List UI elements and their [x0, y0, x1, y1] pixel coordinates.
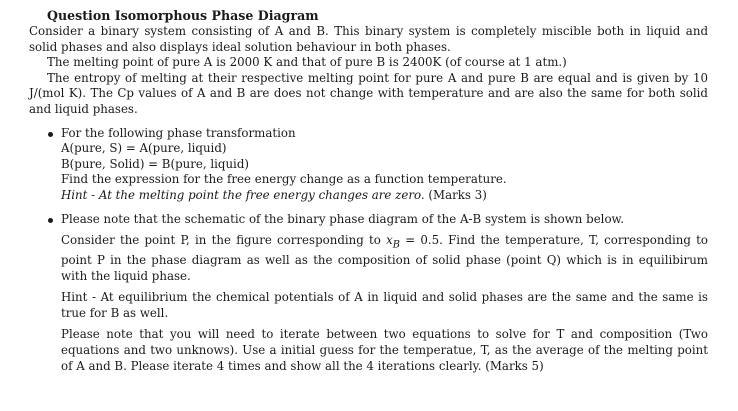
bullet2-hint: Hint - At equilibrium the chemical potentials of A in liquid and solid phases are the same and the same is true for B as well.: [61, 290, 708, 320]
intro-paragraph-1: Consider a binary system consisting of A and B. This binary system is completely miscible both in liquid and solid phases and also displays ideal solution behaviour in both phases.: [29, 24, 708, 54]
question-title: Question Isomorphous Phase Diagram: [47, 8, 319, 23]
intro-paragraph-2: The melting point of pure A is 2000 K and that of pure B is 2400K (of course at 1 atm.): [47, 55, 567, 70]
bullet1-equation-a: A(pure, S) = A(pure, liquid): [61, 141, 227, 156]
bullet-phase-diagram: [29, 212, 708, 375]
bullet1-hint: Hint - At the melting point the free energy changes are zero.: [61, 187, 425, 202]
bullet-dot-icon: [48, 132, 53, 137]
bullet1-hint-line: [61, 188, 708, 204]
var-subscript: B: [392, 239, 401, 251]
bullet1-marks: (Marks 3): [428, 187, 487, 202]
bullet1-lead: For the following phase transformation: [61, 125, 296, 140]
bullet1-equation-b: B(pure, Solid) = B(pure, liquid): [61, 156, 249, 171]
bullet2-lead: Please note that the schematic of the binary phase diagram of the A-B system is shown below.: [61, 211, 625, 226]
question-bullets: [29, 126, 708, 375]
var-x: x: [386, 233, 393, 248]
bullet1-task: Find the expression for the free energy change as a function temperature.: [61, 172, 507, 187]
bullet-dot-icon: [48, 218, 53, 223]
intro-paragraph-3: The entropy of melting at their respective melting point for pure A and pure B are equal and is given by 10 J/(mol K). The Cp values of A and B are does not change with temperature and are also the same for both solid and liquid phases.: [29, 70, 708, 116]
bullet2-iteration-note: Please note that you will need to iterate between two equations to solve for T and composition (Two equations and two unknows). Use a initial guess for the temperatue, T, as the average of the melting point of A and B. Please iterate 4 times and show all the 4 iterations clearly. (Marks 5): [61, 327, 708, 373]
bullet-free-energy: [29, 126, 708, 204]
bullet2-point-p: Consider the point P, in the figure corresponding to $x_B = 0.5$. Find the temperature, T, corresponding to point P in the phase diagram as well as the composition of solid phase (point Q) which is in equilibirum with the liquid phase.: [61, 233, 708, 283]
